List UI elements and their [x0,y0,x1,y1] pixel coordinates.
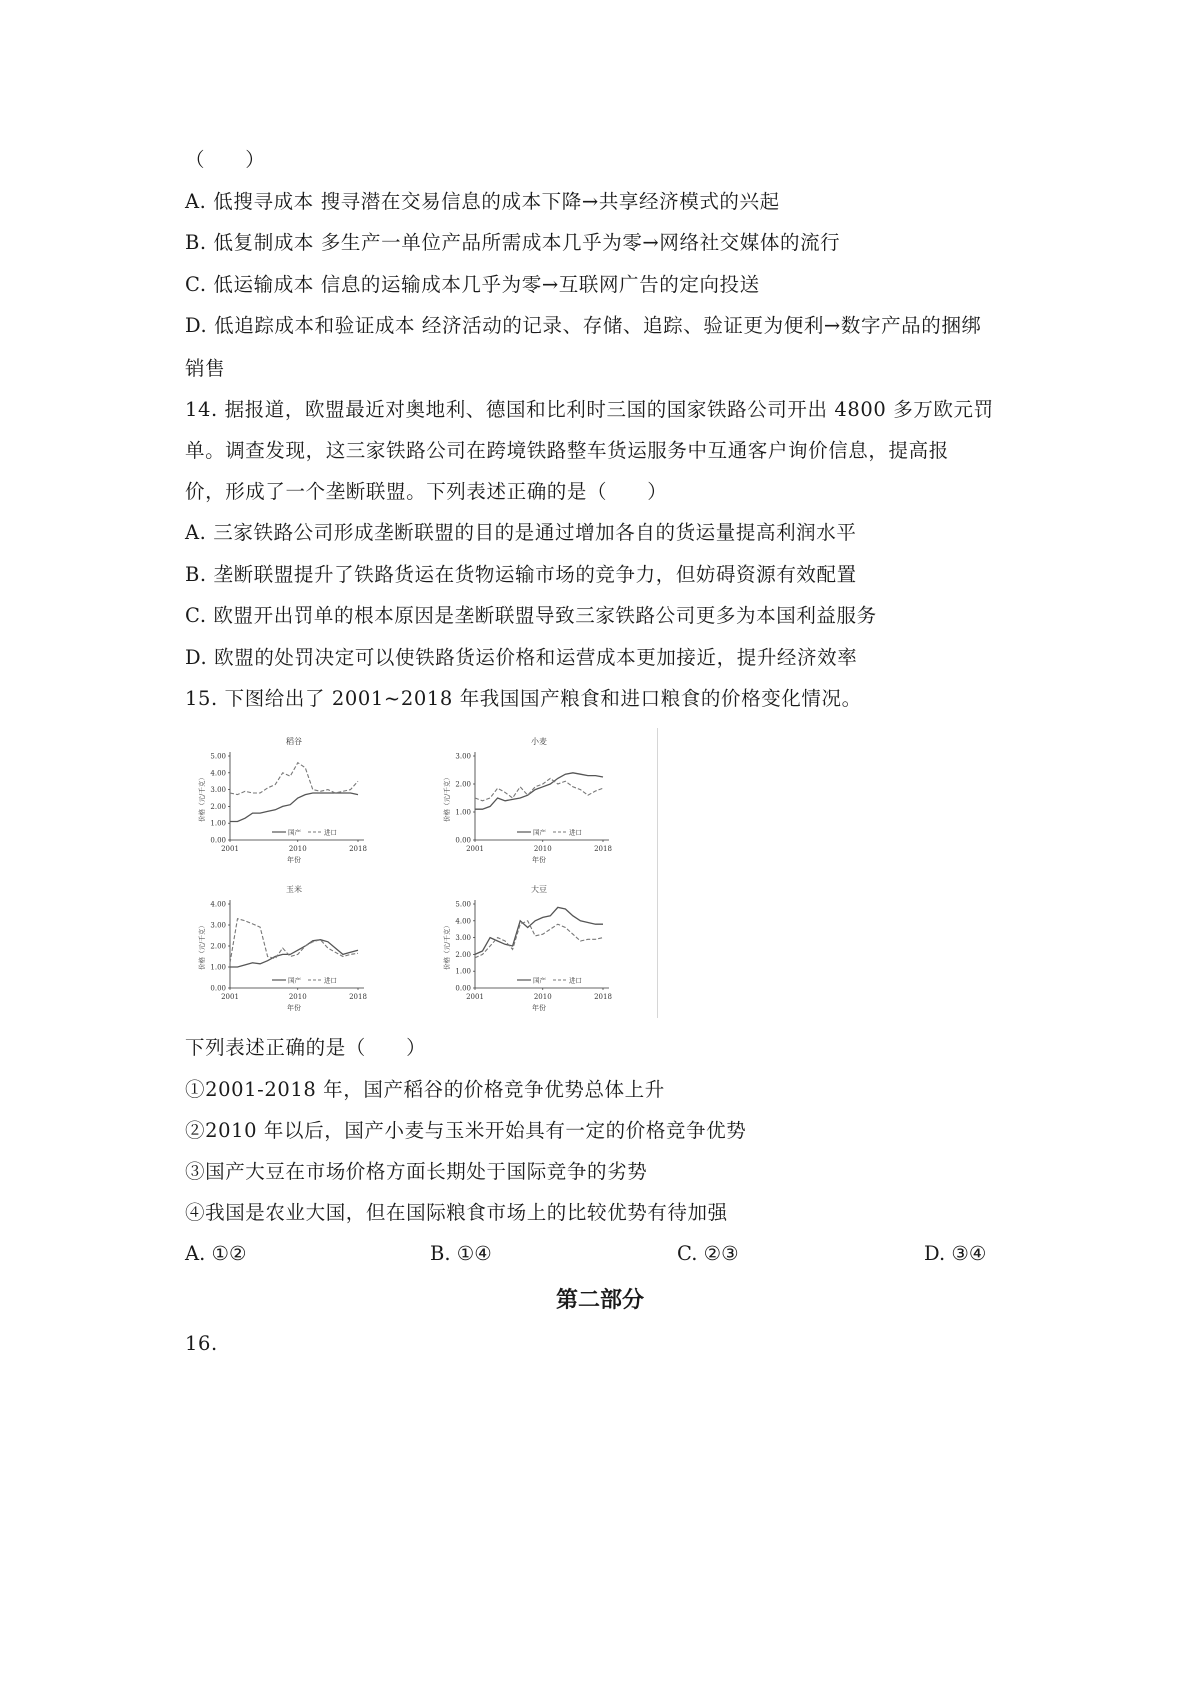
x-tick-label: 2010 [288,845,307,853]
y-tick-label: 3.00 [210,921,226,930]
legend [517,828,582,837]
x-axis-label: 年份 [532,1004,546,1012]
legend-label-import: 进口 [324,976,337,985]
y-axis-label: 价格（元/千克） [443,774,451,822]
x-tick-label: 2010 [533,993,552,1001]
y-axis-label: 价格（元/千克） [443,922,451,970]
q14-stem-3: 价，形成了一个垄断联盟。下列表述正确的是（ ） [185,480,668,503]
q15-option-c: C. ②③ [677,1242,739,1265]
y-tick-label: 1.00 [210,963,226,972]
q15-statement-4: ④我国是农业大国，但在国际粮食市场上的比较优势有待加强 [185,1201,728,1224]
q14-option-d: D. 欧盟的处罚决定可以使铁路货运价格和运营成本更加接近，提升经济效率 [185,646,858,669]
x-axis-label: 年份 [532,856,546,864]
q15-option-b: B. ①④ [430,1242,492,1265]
legend [272,976,337,985]
legend-label-domestic: 国产 [288,976,301,985]
q15-question: 下列表述正确的是（ ） [185,1036,427,1059]
series-line-domestic [475,907,603,954]
q13-option-a: A. 低搜寻成本 搜寻潜在交易信息的成本下降→共享经济模式的兴起 [185,190,780,213]
x-tick-label: 2001 [466,845,484,853]
y-axis-label: 价格（元/千克） [198,774,206,822]
x-tick-label: 2001 [221,993,239,1001]
y-tick-label: 2.00 [210,802,226,811]
section-heading: 第二部分 [555,1288,644,1313]
y-tick-label: 0.00 [455,984,471,993]
legend-label-domestic: 国产 [288,828,301,837]
charts-svg [190,724,660,1018]
y-tick-label: 4.00 [210,900,226,909]
q13-blank: （ ） [185,148,266,171]
q14-stem-1: 14. 据报道，欧盟最近对奥地利、德国和比利时三国的国家铁路公司开出 4800 多万欧元罚 [185,398,994,421]
q14-option-c: C. 欧盟开出罚单的根本原因是垄断联盟导致三家铁路公司更多为本国利益服务 [185,604,877,627]
x-tick-label: 2010 [288,993,307,1001]
y-tick-label: 5.00 [210,752,226,761]
y-tick-label: 1.00 [455,967,471,976]
q15-statement-2: ②2010 年以后，国产小麦与玉米开始具有一定的价格竞争优势 [185,1119,747,1142]
chart-panel-3 [197,884,367,1012]
legend-label-import: 进口 [569,828,582,837]
y-tick-label: 3.00 [455,934,471,943]
legend-label-domestic: 国产 [533,976,546,985]
chart-panel-4 [442,884,612,1012]
series-line-domestic [230,940,358,967]
x-tick-label: 2001 [221,845,239,853]
x-tick-label: 2018 [594,845,612,853]
x-tick-label: 2001 [466,993,484,1001]
x-tick-label: 2018 [349,993,367,1001]
legend [272,828,337,837]
series-line-domestic [475,773,603,809]
y-tick-label: 1.00 [210,819,226,828]
q15-option-d: D. ③④ [924,1242,987,1265]
x-axis-label: 年份 [287,1004,301,1012]
y-tick-label: 0.00 [210,836,226,845]
y-tick-label: 3.00 [455,752,471,761]
chart-title: 玉米 [286,885,302,894]
y-tick-label: 2.00 [455,950,471,959]
q13-option-d-cont: 销售 [185,357,226,380]
series-line-import [475,778,603,800]
figure-divider [657,728,658,1018]
series-line-import [230,763,358,795]
chart-panel-1 [197,736,367,864]
y-tick-label: 2.00 [210,942,226,951]
y-tick-label: 0.00 [455,836,471,845]
q15-option-a: A. ①② [185,1242,247,1265]
y-tick-label: 0.00 [210,984,226,993]
q13-option-d: D. 低追踪成本和验证成本 经济活动的记录、存储、追踪、验证更为便利→数字产品的捆绑 [185,314,982,337]
legend-label-import: 进口 [324,828,337,837]
q14-option-a: A. 三家铁路公司形成垄断联盟的目的是通过增加各自的货运量提高利润水平 [185,521,857,544]
x-tick-label: 2018 [349,845,367,853]
q15-stem: 15. 下图给出了 2001~2018 年我国国产粮食和进口粮食的价格变化情况。 [185,687,862,710]
q13-option-b: B. 低复制成本 多生产一单位产品所需成本几乎为零→网络社交媒体的流行 [185,231,841,254]
q13-option-c: C. 低运输成本 信息的运输成本几乎为零→互联网广告的定向投送 [185,273,760,296]
chart-panel-2 [442,736,612,864]
series-line-domestic [230,793,358,822]
y-tick-label: 2.00 [455,780,471,789]
y-tick-label: 4.00 [455,917,471,926]
y-tick-label: 1.00 [455,808,471,817]
chart-title: 稻谷 [286,737,302,746]
chart-title: 小麦 [531,737,547,746]
legend [517,976,582,985]
q14-option-b: B. 垄断联盟提升了铁路货运在货物运输市场的竞争力，但妨碍资源有效配置 [185,563,857,586]
question-16-number: 16. [185,1332,218,1355]
x-tick-label: 2018 [594,993,612,1001]
chart-title: 大豆 [531,885,547,894]
series-line-import [230,919,358,963]
y-tick-label: 5.00 [455,900,471,909]
grain-price-charts [190,724,660,1018]
y-axis-label: 价格（元/千克） [198,922,206,970]
x-axis-label: 年份 [287,856,301,864]
q15-statement-3: ③国产大豆在市场价格方面长期处于国际竞争的劣势 [185,1160,648,1183]
q14-stem-2: 单。调查发现，这三家铁路公司在跨境铁路整车货运服务中互通客户询价信息，提高报 [185,439,949,462]
legend-label-domestic: 国产 [533,828,546,837]
x-tick-label: 2010 [533,845,552,853]
legend-label-import: 进口 [569,976,582,985]
y-tick-label: 3.00 [210,786,226,795]
y-tick-label: 4.00 [210,769,226,778]
q15-statement-1: ①2001-2018 年，国产稻谷的价格竞争优势总体上升 [185,1078,665,1101]
